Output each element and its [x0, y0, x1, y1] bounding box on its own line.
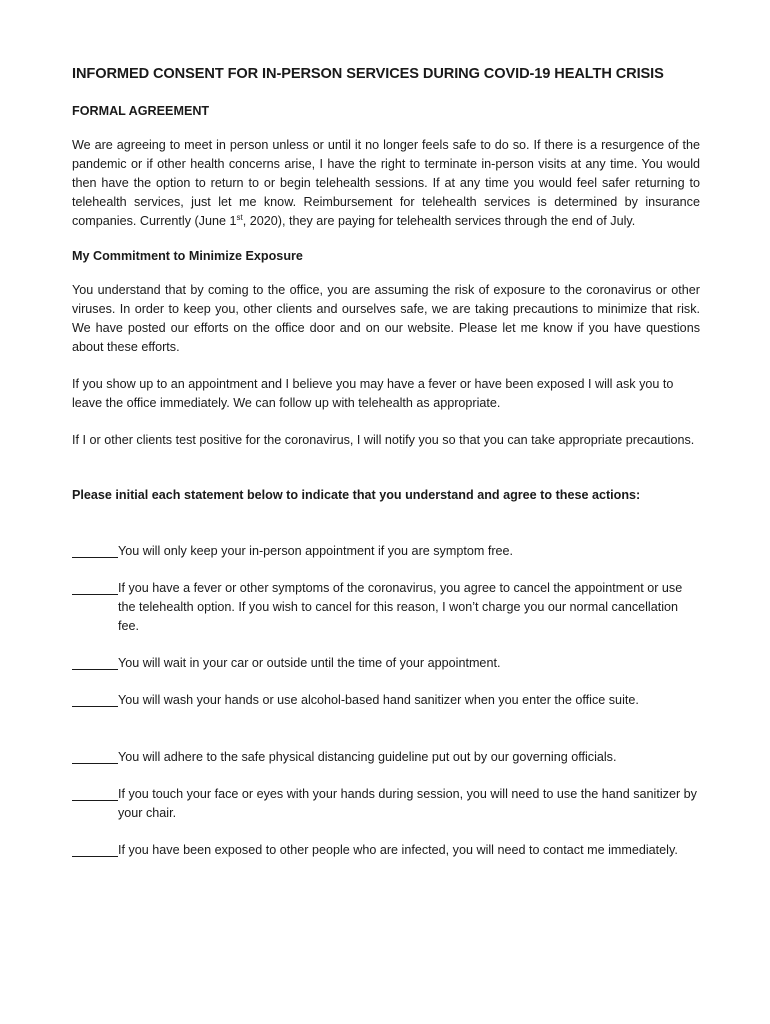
initial-blank[interactable]: [72, 692, 118, 707]
formal-agreement-paragraph: [72, 136, 700, 231]
initial-blank[interactable]: [72, 749, 118, 764]
initial-blank[interactable]: [72, 786, 118, 801]
statement-item: [72, 785, 700, 823]
statement-text: If you have a fever or other symptoms of the coronavirus, you agree to cancel the appointment or use the telehealth option. If you wish to cancel for this reason, I won’t charge you our normal cancellation fee.: [118, 581, 683, 633]
initial-instruction: Please initial each statement below to indicate that you understand and agree to these actions:: [72, 488, 641, 502]
commitment-paragraph-3: If I or other clients test positive for the coronavirus, I will notify you so that you can take appropriate precautions.: [72, 433, 695, 447]
formal-agreement-text-a: We are agreeing to meet in person unless or until it no longer feels safe to do so. If there is a resurgence of the pandemic or if other health concerns arise, I have the right to terminate in-person visits at any time. You would then have the option to return to or begin telehealth sessions. If at any time you would feel safer returning to telehealth services, just let me know. Reimbursement for telehealth services is determined by insurance companies. Currently (June 1: [72, 138, 700, 228]
formal-agreement-text-b: , 2020), they are paying for telehealth services through the end of July.: [242, 214, 636, 228]
statement-item: [72, 654, 700, 673]
statement-item: [72, 841, 700, 860]
commitment-paragraph-1: You understand that by coming to the office, you are assuming the risk of exposure to the coronavirus or other viruses. In order to keep you, other clients and ourselves safe, we are taking precautions to minimize that risk. We have posted our efforts on the office door and on our website. Please let me know if you have questions about these efforts.: [72, 283, 700, 354]
statement-item: [72, 579, 700, 636]
statement-text: You will wash your hands or use alcohol-based hand sanitizer when you enter the office suite.: [118, 693, 639, 707]
statement-text: You will adhere to the safe physical distancing guideline put out by our governing officials.: [118, 750, 617, 764]
initial-blank[interactable]: [72, 655, 118, 670]
statement-item: [72, 748, 700, 767]
initial-blank[interactable]: [72, 543, 118, 558]
statement-text: You will wait in your car or outside until the time of your appointment.: [118, 656, 501, 670]
initial-blank[interactable]: [72, 842, 118, 857]
spacer: [72, 728, 700, 748]
commitment-heading: My Commitment to Minimize Exposure: [72, 249, 303, 263]
initial-blank[interactable]: [72, 580, 118, 595]
statement-item: [72, 691, 700, 710]
commitment-paragraph-2: If you show up to an appointment and I believe you may have a fever or have been exposed I will ask you to leave the office immediately. We can follow up with telehealth as appropriate.: [72, 377, 674, 410]
statement-text: You will only keep your in-person appointment if you are symptom free.: [118, 544, 514, 558]
date-superscript: st: [236, 212, 243, 222]
document-page: [72, 66, 700, 878]
formal-agreement-heading: FORMAL AGREEMENT: [72, 104, 210, 118]
document-title: INFORMED CONSENT FOR IN-PERSON SERVICES DURING COVID-19 HEALTH CRISIS: [72, 66, 664, 82]
statement-text: If you have been exposed to other people who are infected, you will need to contact me immediately.: [118, 843, 678, 857]
statement-item: [72, 542, 700, 561]
statement-text: If you touch your face or eyes with your hands during session, you will need to use the hand sanitizer by your chair.: [118, 787, 697, 820]
